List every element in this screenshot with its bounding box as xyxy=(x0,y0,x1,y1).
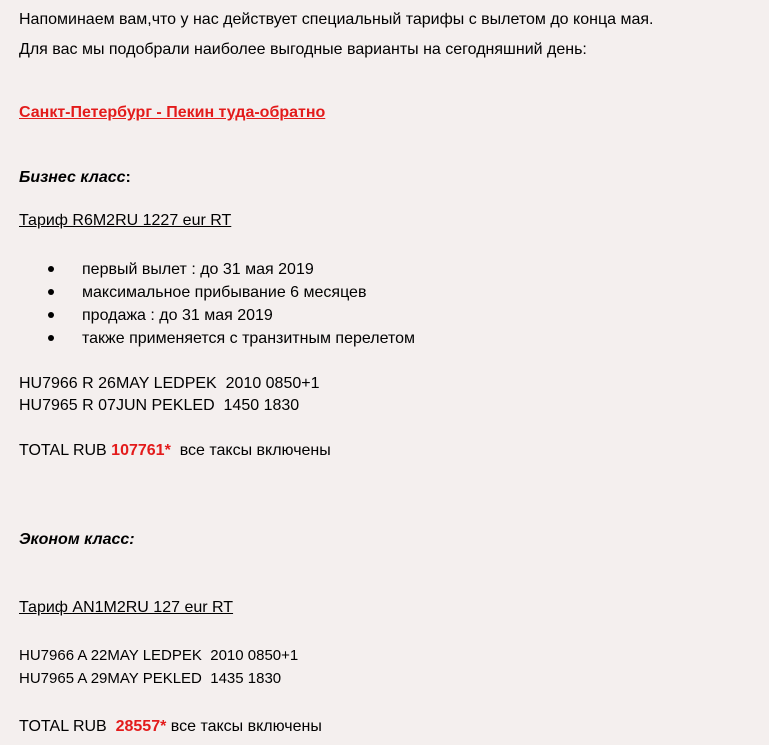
condition-text: продажа : до 31 мая 2019 xyxy=(82,307,273,324)
list-item xyxy=(47,327,415,350)
business-total-value: 107761* xyxy=(111,442,171,459)
business-total-suffix: все таксы включены xyxy=(170,442,331,459)
economy-total xyxy=(19,717,322,737)
intro-line-1: Напоминаем вам,что у нас действует специальный тарифы с вылетом до конца мая. xyxy=(19,11,654,28)
bullet-icon xyxy=(48,335,54,341)
economy-total-suffix: все таксы включены xyxy=(166,718,322,735)
condition-text: максимальное прибывание 6 месяцев xyxy=(82,284,367,301)
business-flight-1: HU7966 R 26MAY LEDPEK 2010 0850+1 xyxy=(19,375,320,392)
business-heading-text: Бизнес класс xyxy=(19,169,126,186)
economy-heading: Эконом класс: xyxy=(19,531,135,548)
condition-text: первый вылет : до 31 мая 2019 xyxy=(82,261,314,278)
list-item xyxy=(47,258,415,281)
economy-total-prefix: TOTAL RUB xyxy=(19,718,116,735)
route-title: Санкт-Петербург - Пекин туда-обратно xyxy=(19,104,326,121)
business-flight-2: HU7965 R 07JUN PEKLED 1450 1830 xyxy=(19,397,300,414)
economy-fare: Тариф AN1M2RU 127 eur RT xyxy=(19,599,234,616)
business-heading-colon: : xyxy=(125,169,131,186)
business-heading xyxy=(19,168,131,188)
list-item xyxy=(47,304,415,327)
economy-flight-2: HU7965 A 29MAY PEKLED 1435 1830 xyxy=(19,670,282,687)
bullet-icon xyxy=(48,289,54,295)
business-total-prefix: TOTAL RUB xyxy=(19,442,112,459)
business-fare: Тариф R6M2RU 1227 eur RT xyxy=(19,212,232,229)
condition-text: также применяется с транзитным перелетом xyxy=(82,330,415,347)
bullet-icon xyxy=(48,312,54,318)
economy-flight-1: HU7966 A 22MAY LEDPEK 2010 0850+1 xyxy=(19,647,299,664)
intro-line-2: Для вас мы подобрали наиболее выгодные варианты на сегодняшний день: xyxy=(19,41,587,58)
list-item xyxy=(47,281,415,304)
bullet-icon xyxy=(48,266,54,272)
business-total xyxy=(19,441,331,461)
economy-total-value: 28557* xyxy=(115,718,167,735)
business-conditions-list xyxy=(47,258,415,350)
